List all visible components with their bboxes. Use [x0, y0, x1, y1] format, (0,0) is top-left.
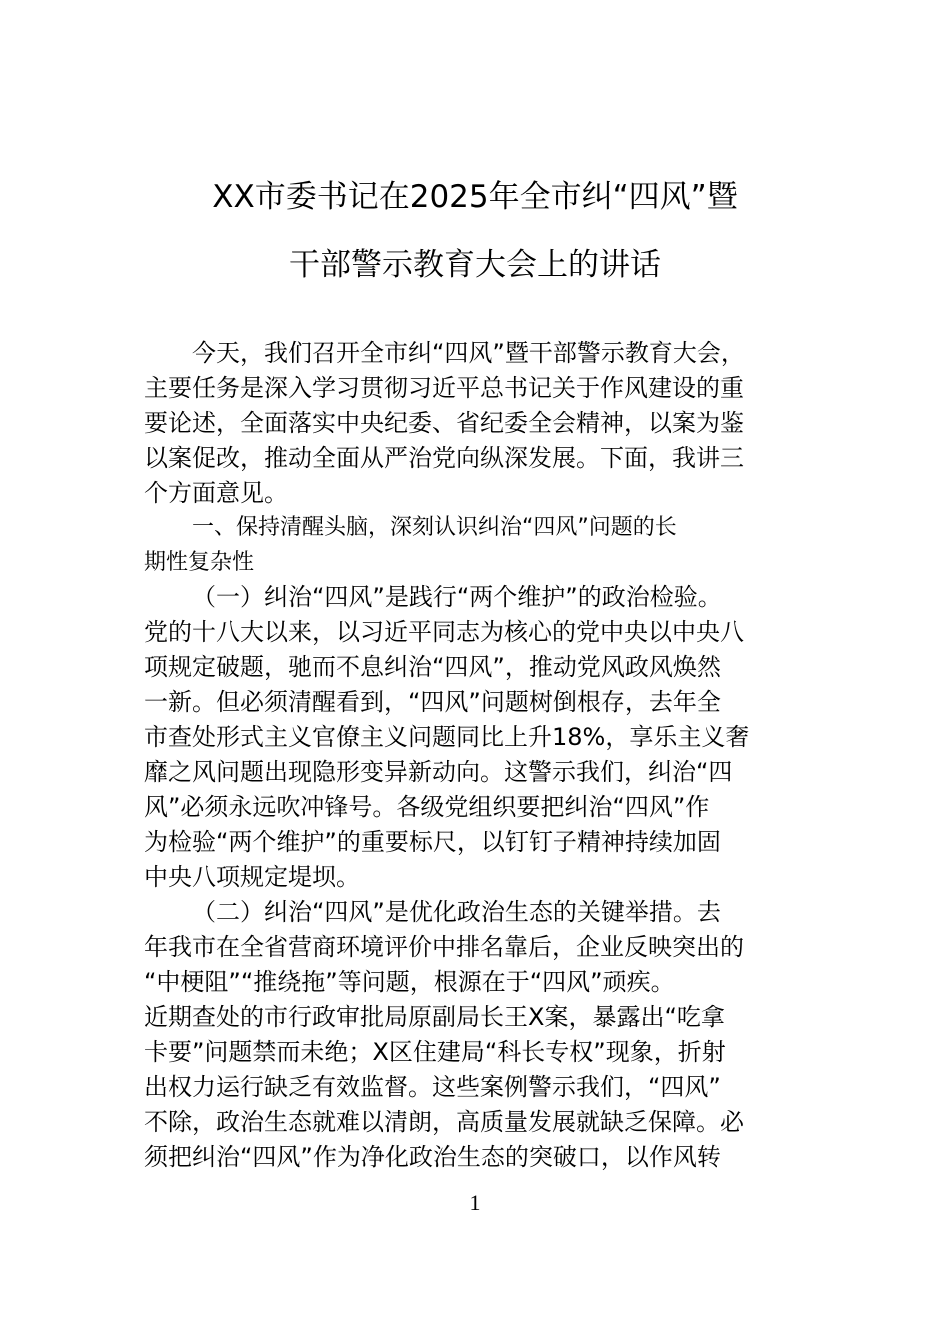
paragraph-line: 主要任务是深入学习贯彻习近平总书记关于作风建设的重 — [144, 374, 744, 402]
paragraph-line: 一新。但必须清醒看到，“四风”问题树倒根存，去年全 — [144, 688, 721, 716]
section-heading-line: 一、保持清醒头脑，深刻认识纠治“四风”问题的长 — [192, 515, 677, 540]
document-title-line-2: 干部警示教育大会上的讲话 — [289, 247, 661, 283]
paragraph-line: 风”必须永远吹冲锋号。各级党组织要把纠治“四风”作 — [144, 793, 710, 821]
subsection-heading-line: （一）纠治“四风”是践行“两个维护”的政治检验。 — [192, 583, 722, 611]
paragraph-line: 以案促改，推动全面从严治党向纵深发展。下面，我讲三 — [144, 444, 744, 472]
paragraph-line: 项规定破题，驰而不息纠治“四风”，推动党风政风焕然 — [144, 653, 721, 681]
paragraph-line: 年我市在全省营商环境评价中排名靠后，企业反映突出的 — [144, 933, 744, 961]
paragraph-line: 今天，我们召开全市纠“四风”暨干部警示教育大会， — [192, 339, 745, 367]
paragraph-line: 为检验“两个维护”的重要标尺，以钉钉子精神持续加固 — [144, 828, 721, 856]
document-title-line-1: XX市委书记在2025年全市纠“四风”暨 — [212, 179, 738, 215]
paragraph-line: 中央八项规定堤坝。 — [144, 863, 360, 891]
paragraph-line: “中梗阻”“推绕拖”等问题，根源在于“四风”顽疾。 — [144, 968, 675, 996]
paragraph-line: 靡之风问题出现隐形变异新动向。这警示我们，纠治“四 — [144, 758, 733, 786]
paragraph-line: 个方面意见。 — [144, 479, 288, 507]
subsection-heading-line: （二）纠治“四风”是优化政治生态的关键举措。去 — [192, 898, 721, 926]
section-heading-line: 期性复杂性 — [144, 550, 255, 575]
paragraph-line: 卡要”问题禁而未绝；X区住建局“科长专权”现象，折射 — [144, 1038, 726, 1066]
paragraph-line: 市查处形式主义官僚主义问题同比上升18%，享乐主义奢 — [144, 723, 750, 751]
paragraph-line: 出权力运行缺乏有效监督。这些案例警示我们，“四风” — [144, 1073, 721, 1101]
paragraph-line: 近期查处的市行政审批局原副局长王X案，暴露出“吃拿 — [144, 1003, 725, 1031]
paragraph-line: 须把纠治“四风”作为净化政治生态的突破口，以作风转 — [144, 1143, 721, 1171]
paragraph-line: 要论述，全面落实中央纪委、省纪委全会精神，以案为鉴 — [144, 409, 744, 437]
page-number: 1 — [469, 1190, 481, 1215]
paragraph-line: 党的十八大以来，以习近平同志为核心的党中央以中央八 — [144, 618, 744, 646]
paragraph-line: 不除，政治生态就难以清朗，高质量发展就缺乏保障。必 — [144, 1108, 744, 1136]
